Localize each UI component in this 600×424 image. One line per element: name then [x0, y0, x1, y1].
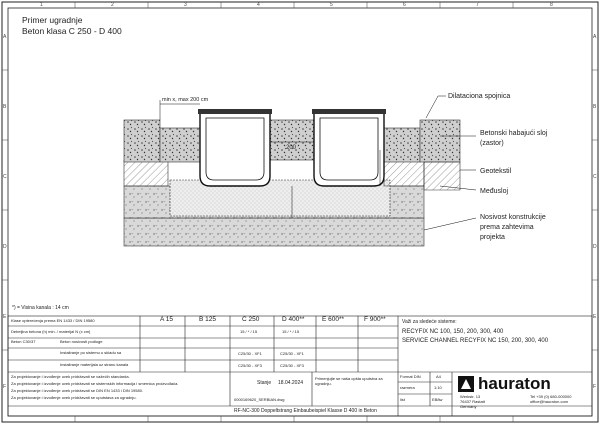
- row2-label: Beton C30/37: [11, 339, 36, 344]
- address-3: Germany: [460, 404, 477, 409]
- drawing-number: 0000169620_SERBIAN.dwg: [234, 397, 285, 402]
- status-label: Stanje: [257, 380, 272, 386]
- disclaimer-3: Za projektovanje i izvođenje uvek pridržavati se DIN EN 1433 i DIN 19580.: [11, 388, 144, 393]
- classes-header-label: Klase opterećenja prema EN 1433 / DIN 19580: [11, 318, 95, 323]
- label-bearing-2: prema zahtevima: [480, 224, 534, 231]
- class-b125: B 125: [199, 316, 216, 323]
- ruler-row-f: F: [3, 384, 7, 390]
- sheet-label: list: [400, 397, 405, 402]
- height-note: *) = Visina kanala : 14 cm: [12, 305, 69, 311]
- ruler-row-e: E: [3, 314, 7, 320]
- page-title: Primer ugradnje: [22, 15, 83, 25]
- row3-c250: C25/30 - XF1: [238, 351, 262, 356]
- page-subtitle: Beton klasa C 250 - D 400: [22, 26, 122, 36]
- ruler-row-b: B: [3, 104, 7, 110]
- label-bearing-3: projekta: [480, 234, 505, 241]
- disclaimer-1: Za projektovanje i izvođenje uvek pridržavati se važećih standarda.: [11, 374, 130, 379]
- ruler-row-c-right: C: [593, 174, 597, 180]
- row4-label: Instaliranje materijala uz stranu kanala: [60, 362, 129, 367]
- minmax-label: min x, max 200 cm: [162, 97, 209, 103]
- sheet-value: EB8w: [432, 397, 443, 402]
- product-line-1: RECYFIX NC 100, 150, 200, 300, 400: [402, 329, 504, 335]
- ruler-col-6: 6: [403, 2, 406, 8]
- ruler-col-2: 2: [111, 2, 114, 8]
- ruler-row-a: A: [3, 34, 7, 40]
- contact-email: office@hauraton.com: [530, 399, 569, 404]
- address-2: 76437 Rastatt: [460, 399, 485, 404]
- ruler-row-c: C: [3, 174, 7, 180]
- dimension-label: 200: [286, 145, 297, 151]
- label-interlayer: Međusloj: [480, 188, 509, 195]
- format-label: Format DIN: [400, 374, 421, 379]
- row4-d400: C25/30 - XF3: [280, 363, 304, 368]
- ruler-row-b-right: B: [593, 104, 597, 110]
- address-1: Werkstr. 13: [460, 394, 481, 399]
- class-c250: C 250: [242, 316, 260, 323]
- ruler-col-8: 8: [550, 2, 553, 8]
- ruler-col-7: 7: [476, 2, 479, 8]
- format-value: A4: [436, 374, 441, 379]
- ruler-row-d-right: D: [593, 244, 597, 250]
- ruler-col-5: 5: [330, 2, 333, 8]
- scale-value: 1:10: [434, 385, 442, 390]
- product-line-2: SERVICE CHANNEL RECYFIX NC 150, 200, 300, 400: [402, 338, 549, 344]
- row3-d400: C25/30 - XF1: [280, 351, 304, 356]
- label-dilatation: Dilataciona spojnica: [448, 93, 511, 100]
- row2-sub: Beton nosivosti podloge: [60, 339, 103, 344]
- brand-name: hauraton: [478, 374, 551, 393]
- label-wearing-layer: Betonski habajući sloj: [480, 130, 548, 137]
- ruler-col-1: 1: [40, 2, 43, 8]
- status-note: Primenjujte se naša opšta uputstva za ugradnju.: [315, 376, 383, 387]
- disclaimer-2: Za projektovanje i izvođenje uvek pridržavati se sistemskih informacija i smernica proizvođača.: [11, 381, 179, 386]
- row1-label: Debeljina betona (h) min. / materijal N (x cm): [11, 329, 91, 334]
- row1-c250: 15 / * / 15: [240, 329, 258, 334]
- row4-c250: C25/30 - XF3: [238, 363, 262, 368]
- ruler-row-e-right: E: [593, 314, 597, 320]
- class-f900: F 900**: [364, 316, 386, 323]
- status-date: 18.04.2024: [278, 380, 304, 386]
- row1-d400: 15 / * / 15: [282, 329, 300, 334]
- label-geotextile: Geotekstil: [480, 168, 512, 175]
- class-a15: A 15: [160, 316, 174, 323]
- class-d400: D 400**: [282, 316, 305, 323]
- drawing-caption: RF-NC-300 Doppeltstrang Einbaubeispiel Klasse D 400 in Beton: [234, 408, 377, 414]
- label-bearing-1: Nosivost konstrukcije: [480, 214, 546, 221]
- class-e600: E 600**: [322, 316, 345, 323]
- scale-label: razmera: [400, 385, 415, 390]
- cross-section: [124, 96, 476, 246]
- product-heading: Važi za sledeće sisteme:: [402, 319, 457, 325]
- disclaimer-4: Za projektovanje i izvođenje uvek pridržavati se uputstava za ugradnju.: [11, 395, 137, 400]
- row3-label: Instaliranje po sistemu u skladu sa: [60, 350, 122, 355]
- ruler-row-f-right: F: [593, 384, 597, 390]
- ruler-col-4: 4: [257, 2, 260, 8]
- ruler-col-3: 3: [184, 2, 187, 8]
- hauraton-logo-icon: [458, 376, 474, 392]
- contact-phone: Tel +39 (0) 680-000000: [530, 394, 572, 399]
- ruler-row-a-right: A: [593, 34, 597, 40]
- ruler-row-d: D: [3, 244, 7, 250]
- label-wearing-layer-2: (zastor): [480, 140, 504, 147]
